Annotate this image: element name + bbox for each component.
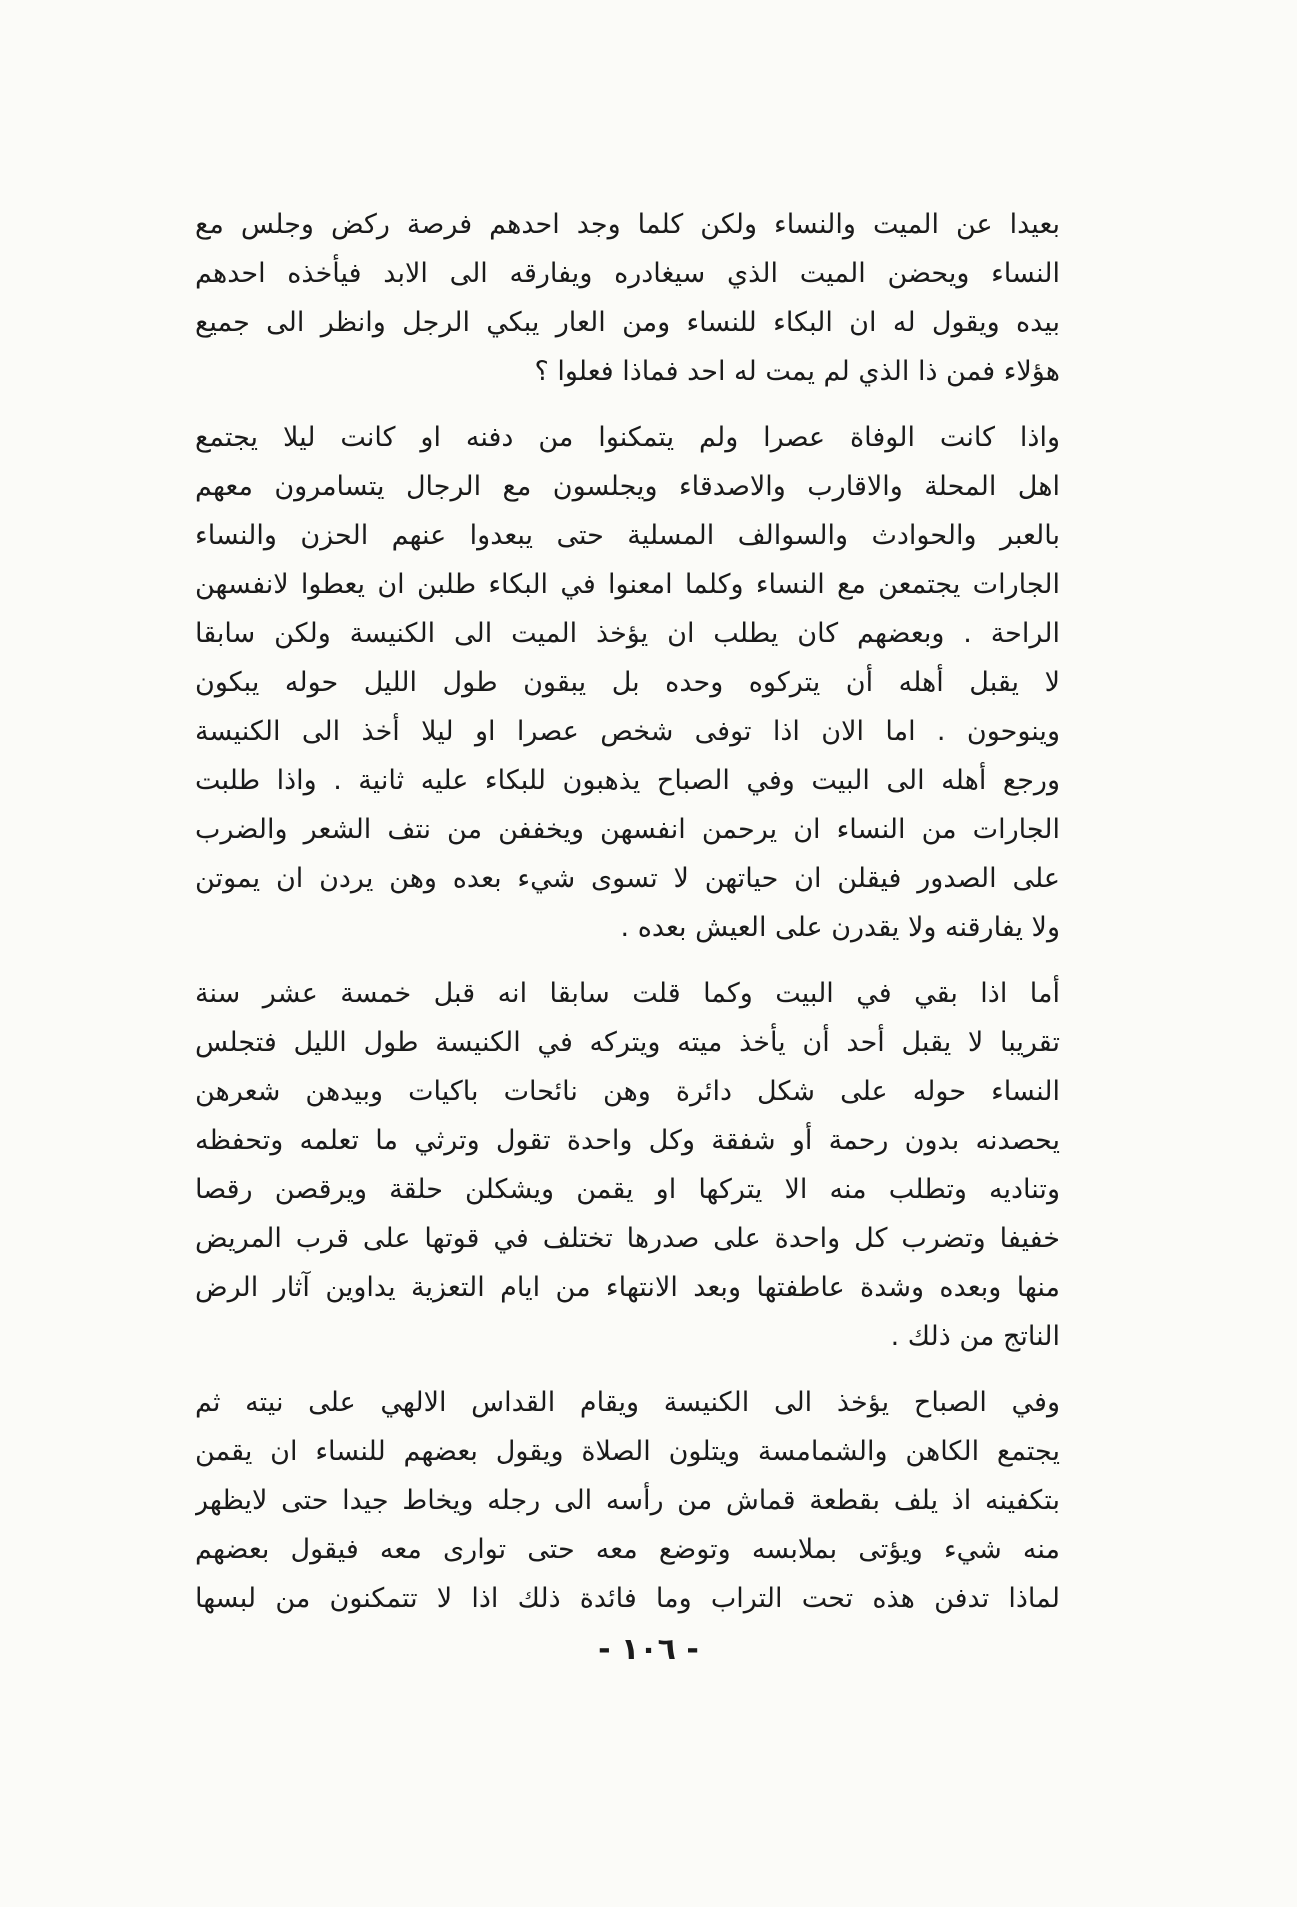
text-line: وفي الصباح يؤخذ الى الكنيسة ويقام القداس الالهي على نيته ثم (195, 1387, 1060, 1418)
text-line: ورجع أهله الى البيت وفي الصباح يذهبون للبكاء عليه ثانية . واذا طلبت (195, 765, 1060, 796)
text-line: خفيفا وتضرب كل واحدة على صدرها تختلف في قوتها على قرب المريض (195, 1223, 1060, 1254)
body-text (195, 200, 1060, 1623)
text-line: بالعبر والحوادث والسوالف المسلية حتى يبعدوا عنهم الحزن والنساء (195, 520, 1060, 551)
text-line: بعيدا عن الميت والنساء ولكن كلما وجد احدهم فرصة ركض وجلس مع (195, 209, 1060, 240)
text-line: يجتمع الكاهن والشمامسة ويتلون الصلاة ويقول بعضهم للنساء ان يقمن (195, 1436, 1060, 1467)
text-line: لا يقبل أهله أن يتركوه وحده بل يبقون طول الليل حوله يبكون (195, 667, 1060, 698)
text-line: الجارات يجتمعن مع النساء وكلما امعنوا في البكاء طلبن ان يعطوا لانفسهن (195, 569, 1060, 600)
paragraph-3 (195, 969, 1060, 1361)
text-line: منها وبعده وشدة عاطفتها وبعد الانتهاء من ايام التعزية يداوين آثار الرض (195, 1272, 1060, 1303)
text-line: بيده ويقول له ان البكاء للنساء ومن العار يبكي الرجل وانظر الى جميع (195, 307, 1060, 338)
text-line: على الصدور فيقلن ان حياتهن لا تسوى شيء بعده وهن يردن ان يموتن (195, 863, 1060, 894)
text-line: الجارات من النساء ان يرحمن انفسهن ويخففن من نتف الشعر والضرب (195, 814, 1060, 845)
text-line: الناتج من ذلك . (890, 1321, 1060, 1352)
text-line: أما اذا بقي في البيت وكما قلت سابقا انه قبل خمسة عشر سنة (195, 978, 1060, 1009)
text-line: منه شيء ويؤتى بملابسه وتوضع معه حتى توارى معه فيقول بعضهم (195, 1534, 1060, 1565)
text-line: النساء حوله على شكل دائرة وهن نائحات باكيات وبيدهن شعرهن (195, 1076, 1060, 1107)
text-line: تقريبا لا يقبل أحد أن يأخذ ميته ويتركه في الكنيسة طول الليل فتجلس (195, 1027, 1060, 1058)
text-line: وتناديه وتطلب منه الا يتركها او يقمن ويشكلن حلقة ويرقصن رقصا (195, 1174, 1060, 1205)
text-line: ولا يفارقنه ولا يقدرن على العيش بعده . (620, 912, 1060, 943)
paragraph-2 (195, 413, 1060, 952)
text-line: لماذا تدفن هذه تحت التراب وما فائدة ذلك اذا لا تتمكنون من لبسها (195, 1583, 1060, 1614)
text-line: هؤلاء فمن ذا الذي لم يمت له احد فماذا فعلوا ؟ (534, 356, 1060, 387)
page-number: - ١٠٦ - (598, 1632, 699, 1667)
paragraph-1 (195, 200, 1060, 396)
text-line: الراحة . وبعضهم كان يطلب ان يؤخذ الميت الى الكنيسة ولكن سابقا (195, 618, 1060, 649)
paragraph-4 (195, 1378, 1060, 1623)
text-line: واذا كانت الوفاة عصرا ولم يتمكنوا من دفنه او كانت ليلا يجتمع (195, 422, 1060, 453)
text-line: النساء ويحضن الميت الذي سيغادره ويفارقه الى الابد فيأخذه احدهم (195, 258, 1060, 289)
text-line: بتكفينه اذ يلف بقطعة قماش من رأسه الى رجله ويخاط جيدا حتى لايظهر (195, 1485, 1060, 1516)
text-line: وينوحون . اما الان اذا توفى شخص عصرا او ليلا أخذ الى الكنيسة (195, 716, 1060, 747)
text-line: اهل المحلة والاقارب والاصدقاء ويجلسون مع الرجال يتسامرون معهم (195, 471, 1060, 502)
text-line: يحصدنه بدون رحمة أو شفقة وكل واحدة تقول وترثي ما تعلمه وتحفظه (195, 1125, 1060, 1156)
